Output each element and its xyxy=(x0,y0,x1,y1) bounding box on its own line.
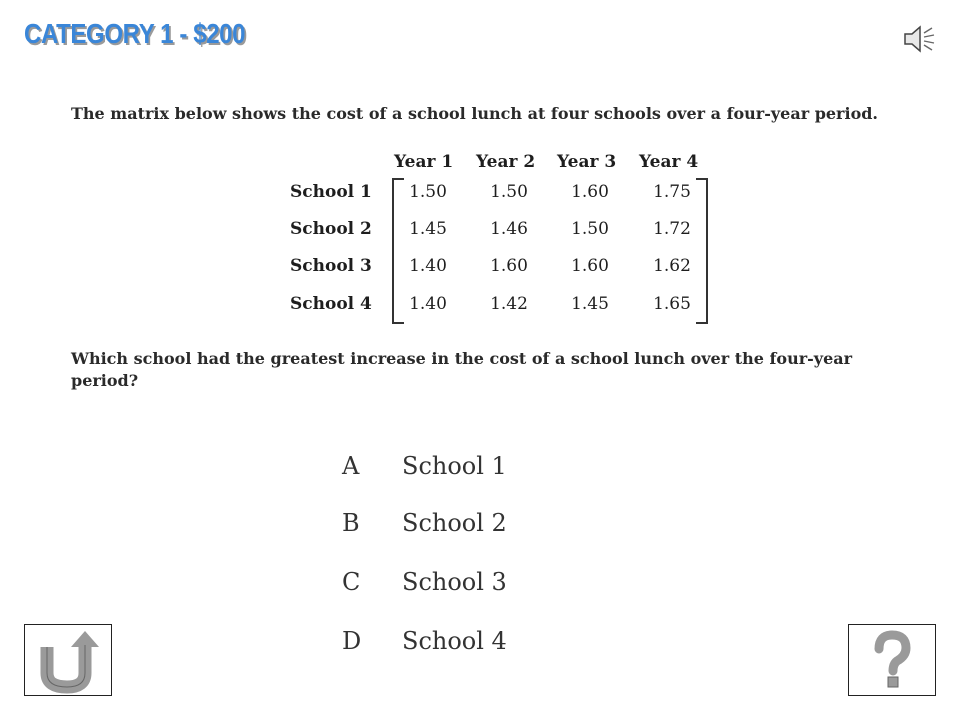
matrix-cell: 1.40 xyxy=(409,294,447,314)
matrix-cell: 1.60 xyxy=(571,256,609,276)
matrix-cell: 1.50 xyxy=(571,219,609,239)
matrix-cell: 1.50 xyxy=(490,182,528,202)
matrix-cell: 1.60 xyxy=(571,182,609,202)
choice-text: School 2 xyxy=(402,509,507,537)
choice-a[interactable] xyxy=(342,452,507,480)
matrix-cell: 1.62 xyxy=(653,256,691,276)
question-text: Which school had the greatest increase in the cost of a school lunch over the four-year period? xyxy=(71,349,853,390)
choice-text: School 1 xyxy=(402,452,507,480)
answer-button[interactable] xyxy=(848,624,936,696)
problem-prompt: The matrix below shows the cost of a school lunch at four schools over a four-year period. xyxy=(71,104,878,123)
row-label: School 3 xyxy=(290,256,372,276)
speaker-icon[interactable] xyxy=(902,24,938,54)
column-header: Year 2 xyxy=(476,152,536,172)
column-header: Year 3 xyxy=(557,152,617,172)
choice-text: School 4 xyxy=(402,627,507,655)
choice-c[interactable] xyxy=(342,568,507,596)
choice-text: School 3 xyxy=(402,568,507,596)
matrix-cell: 1.42 xyxy=(490,294,528,314)
matrix-cell: 1.40 xyxy=(409,256,447,276)
matrix-cell: 1.45 xyxy=(409,219,447,239)
matrix-cell: 1.65 xyxy=(653,294,691,314)
choice-letter: C xyxy=(342,568,361,596)
slide-title: CATEGORY 1 - $200 xyxy=(24,18,246,49)
choice-letter: B xyxy=(342,509,360,537)
matrix-cell: 1.75 xyxy=(653,182,691,202)
row-label: School 2 xyxy=(290,219,372,239)
question-mark-icon xyxy=(849,625,935,695)
back-button[interactable] xyxy=(24,624,112,696)
choice-d[interactable] xyxy=(342,627,507,655)
u-turn-arrow-icon xyxy=(25,625,111,695)
choice-letter: D xyxy=(342,627,362,655)
matrix-cell: 1.60 xyxy=(490,256,528,276)
matrix-cell: 1.50 xyxy=(409,182,447,202)
matrix-cell: 1.45 xyxy=(571,294,609,314)
column-header: Year 1 xyxy=(394,152,454,172)
row-label: School 4 xyxy=(290,294,372,314)
choice-letter: A xyxy=(342,452,360,480)
choice-b[interactable] xyxy=(342,509,507,537)
row-label: School 1 xyxy=(290,182,372,202)
matrix-cell: 1.46 xyxy=(490,219,528,239)
matrix-cell: 1.72 xyxy=(653,219,691,239)
column-header: Year 4 xyxy=(639,152,699,172)
